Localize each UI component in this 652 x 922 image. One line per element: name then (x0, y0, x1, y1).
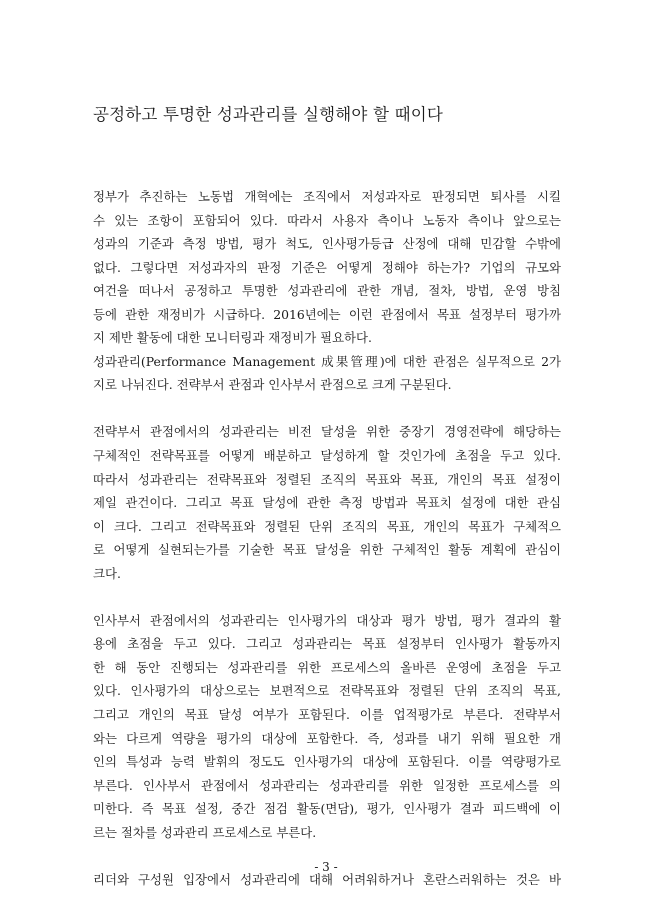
page-number: - 3 - (314, 860, 338, 874)
paragraph (93, 609, 561, 844)
text-line: 전략부서 관점에서의 성과관리는 비전 달성을 위한 중장기 경영전략에 해당하는 (93, 424, 561, 440)
text-line: 있다. 인사평가의 대상으로는 보편적으로 전략목표와 정렬된 단위 조직의 목표, (93, 683, 561, 699)
text-line: 와는 다르게 역량을 평가의 대상에 포함한다. 즉, 성과를 내기 위해 필요한 개 (93, 730, 561, 746)
text-line: 정부가 추진하는 노동법 개혁에는 조직에서 저성과자로 판정되면 퇴사를 시킬 (93, 189, 561, 204)
text-line: 없다. 그렇다면 저성과자의 판정 기준은 어떻게 정해야 하는가? 기업의 규모와 (93, 259, 561, 275)
document-title: 공정하고 투명한 성과관리를 실행해야 할 때이다 (93, 105, 444, 124)
text-line: 구체적인 전략목표를 어떻게 배분하고 달성하게 할 것인가에 초점을 두고 있다. (93, 448, 561, 464)
text-line: 로 어떻게 실현되는가를 기술한 목표 달성을 위한 구체적인 활동 계획에 관심이 (93, 542, 561, 558)
paragraph-spacer (93, 585, 561, 609)
text-line: 르는 절차를 성과관리 프로세스로 부른다. (93, 824, 317, 840)
text-line: 리더와 구성원 입장에서 성과관리에 대해 어려워하거나 혼란스러워하는 것은 바 (93, 871, 561, 887)
paragraph (93, 420, 561, 585)
text-line: 인의 특성과 능력 발휘의 정도도 인사평가의 대상에 포함된다. 이를 역량평가로 (93, 754, 561, 770)
text-line: 따라서 성과관리는 전략목표와 정렬된 조직의 목표와 목표, 개인의 목표 설정이 (93, 471, 561, 487)
text-line: 크다. (93, 565, 121, 581)
text-line: 그리고 개인의 목표 달성 여부가 포함된다. 이를 업적평가로 부른다. 전략부서 (93, 707, 561, 723)
text-line: 등에 관한 재정비가 시급하다. 2016년에는 이런 관점에서 목표 설정부터 평가까 (93, 306, 561, 322)
text-line: 용에 초점을 두고 있다. 그리고 성과관리는 목표 설정부터 인사평가 활동까지 (93, 636, 561, 652)
text-line: 한 해 동안 진행되는 성과관리를 위한 프로세스의 올바른 운영에 초점을 두고 (93, 659, 561, 675)
text-line: 부른다. 인사부서 관점에서 성과관리는 성과관리를 위한 일정한 프로세스를 의 (93, 777, 561, 793)
text-line: 수 있는 조항이 포함되어 있다. 따라서 사용자 측이나 노동자 측이나 앞으로는 (93, 212, 561, 228)
text-line: 미한다. 즉 목표 설정, 중간 점검 활동(면담), 평가, 인사평가 결과 피드백에 이 (93, 801, 561, 817)
text-line: 인사부서 관점에서의 성과관리는 인사평가의 대상과 평가 방법, 평가 결과의 활 (93, 612, 561, 628)
text-line: 지로 나뉘진다. 전략부서 관점과 인사부서 관점으로 크게 구분된다. (93, 377, 452, 393)
paragraph (93, 350, 561, 397)
text-line: 성과의 기준과 측정 방법, 평가 척도, 인사평가등급 산정에 대해 민감할 수밖에 (93, 236, 561, 252)
document-body (93, 185, 561, 891)
paragraph-spacer (93, 397, 561, 421)
paragraph (93, 185, 561, 350)
text-line: 여건을 떠나서 공정하고 투명한 성과관리에 관한 개념, 절차, 방법, 운영 방침 (93, 283, 561, 299)
text-line: 제일 관건이다. 그리고 목표 달성에 관한 측정 방법과 목표치 설정에 대한 관심 (93, 495, 561, 511)
text-line: 지 제반 활동에 대한 모니터링과 재정비가 필요하다. (93, 330, 372, 346)
text-line: 성과관리(Performance Management 成果管理)에 대한 관점은 실무적으로 2가 (93, 353, 561, 369)
text-line: 이 크다. 그리고 전략목표와 정렬된 단위 조직의 목표, 개인의 목표가 구체적으 (93, 518, 561, 534)
